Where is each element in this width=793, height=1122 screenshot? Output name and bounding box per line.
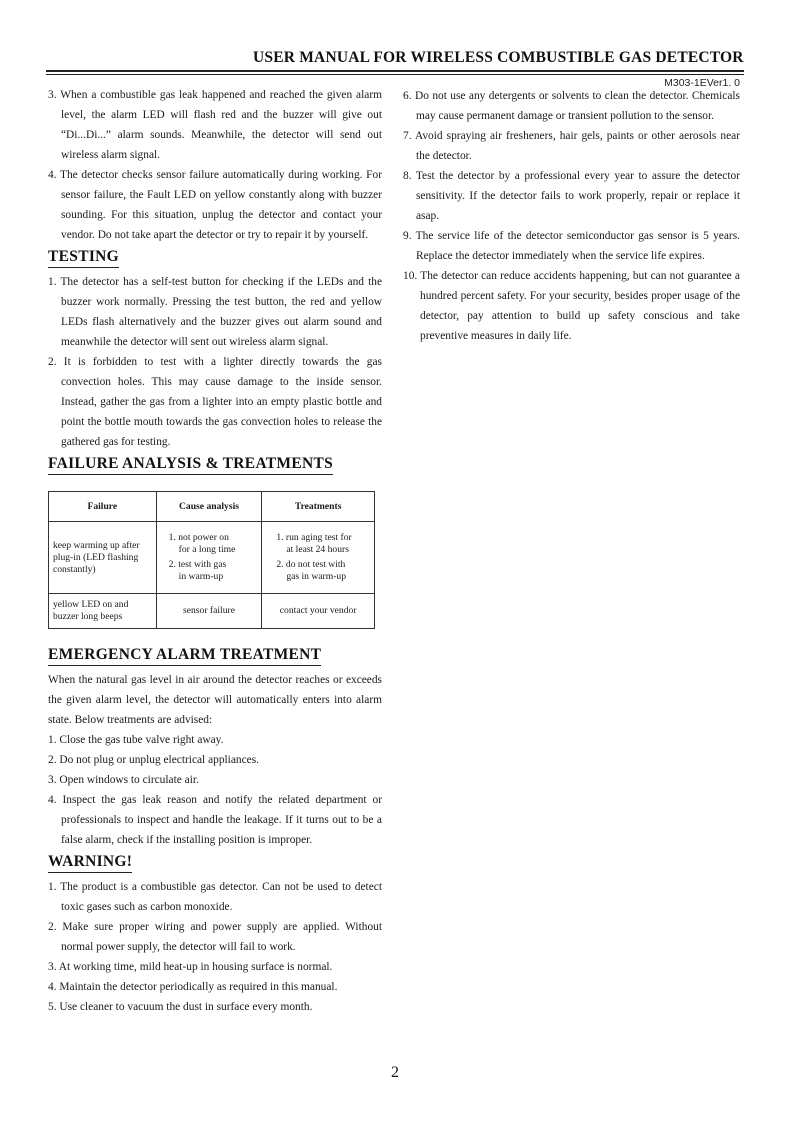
- list-item: 5. Use cleaner to vacuum the dust in surface every month.: [48, 1001, 313, 1013]
- table-cell-failure: keep warming up after plug-in (LED flashing constantly): [49, 522, 157, 594]
- list-item: 4. Maintain the detector periodically as required in this manual.: [48, 981, 338, 993]
- cause-line: 2. test with gas: [168, 559, 227, 570]
- table-cell-cause: sensor failure: [156, 594, 262, 629]
- table-cell-treatment: [262, 522, 375, 594]
- section-heading-emergency: EMERGENCY ALARM TREATMENT: [48, 646, 321, 666]
- page-header-title: USER MANUAL FOR WIRELESS COMBUSTIBLE GAS DETECTOR: [253, 49, 744, 66]
- header-rule: [46, 70, 744, 72]
- list-item: 1. The product is a combustible gas detector. Can not be used to detect toxic gases such as carbon monoxide.: [48, 881, 382, 913]
- list-item: 10. The detector can reduce accidents happening, but can not guarantee a hundred percent safety. For your security, besides proper usage of the detector, pay attention to build up safety conscious and take preventive measures in daily life.: [403, 270, 740, 342]
- treatment-line: 1. run aging test for: [276, 532, 352, 543]
- treatment-line: 2. do not test with: [276, 559, 346, 570]
- list-item: 2. Make sure proper wiring and power supply are applied. Without normal power supply, the detector will fail to work.: [48, 921, 382, 953]
- table-header-row: [49, 492, 375, 522]
- table-cell-failure: yellow LED on and buzzer long beeps: [49, 594, 157, 629]
- section-heading-warning: WARNING!: [48, 853, 132, 873]
- header-rule-thin: [46, 74, 744, 75]
- section-heading-failure-analysis: FAILURE ANALYSIS & TREATMENTS: [48, 455, 333, 475]
- list-item: 7. Avoid spraying air fresheners, hair gels, paints or other aerosols near the detector.: [403, 130, 740, 162]
- list-item: 4. The detector checks sensor failure automatically during working. For sensor failure, the Fault LED on yellow constantly along with buzzer sounding. For this situation, unplug the detector and contact your vendor. Do not take apart the detector or try to repair it by yourself.: [48, 169, 382, 241]
- list-item: 3. When a combustible gas leak happened and reached the given alarm level, the alarm LED will flash red and the buzzer will give out “Di...Di...” alarm sounds. Meanwhile, the detector will send out wireless alarm signal.: [48, 89, 382, 161]
- cause-line: in warm-up: [178, 571, 224, 582]
- list-item: 9. The service life of the detector semiconductor gas sensor is 5 years. Replace the detector immediately when the service life expires.: [403, 230, 740, 262]
- table-row: [49, 522, 375, 594]
- list-item: 1. The detector has a self-test button for checking if the LEDs and the buzzer work normally. Pressing the test button, the red and yellow LEDs flash alternatively and the buzzer gives out alarm sound and meanwhile the detector will sent out wireless alarm signal.: [48, 276, 382, 348]
- document-version-code: M303-1EVer1. 0: [664, 77, 740, 89]
- table-header-treatments: Treatments: [262, 492, 375, 522]
- list-item: 6. Do not use any detergents or solvents to clean the detector. Chemicals may cause permanent damage or transient pollution to the sensor.: [403, 90, 740, 122]
- list-item: 2. It is forbidden to test with a lighter directly towards the gas convection holes. This may cause damage to the inside sensor. Instead, gather the gas from a lighter into an empty plastic bottle and point the bottle mouth towards the gas convection holes to release the gathered gas for testing.: [48, 356, 382, 448]
- treatment-line: gas in warm-up: [286, 571, 347, 582]
- cause-line: 1. not power on: [168, 532, 229, 543]
- failure-analysis-table: [48, 491, 375, 629]
- list-item: 2. Do not plug or unplug electrical appliances.: [48, 754, 259, 766]
- table-cell-treatment: contact your vendor: [262, 594, 375, 629]
- section-heading-testing: TESTING: [48, 248, 119, 268]
- list-item: 8. Test the detector by a professional every year to assure the detector sensitivity. If the detector fails to work properly, repair or replace it asap.: [403, 170, 740, 222]
- list-item: 1. Close the gas tube valve right away.: [48, 734, 224, 746]
- table-header-cause: Cause analysis: [156, 492, 262, 522]
- list-item: 3. At working time, mild heat-up in housing surface is normal.: [48, 961, 333, 973]
- table-row: [49, 594, 375, 629]
- list-item: 4. Inspect the gas leak reason and notify the related department or professionals to inspect and handle the leakage. If it turns out to be a false alarm, check if the installing position is improper.: [48, 794, 382, 846]
- page-number: 2: [391, 1064, 399, 1081]
- left-column: [48, 85, 382, 1017]
- table-header-failure: Failure: [49, 492, 157, 522]
- treatment-line: at least 24 hours: [286, 544, 349, 555]
- right-column: [403, 86, 740, 346]
- cause-line: for a long time: [178, 544, 236, 555]
- list-item: 3. Open windows to circulate air.: [48, 774, 199, 786]
- table-cell-cause: [156, 522, 262, 594]
- emergency-intro: When the natural gas level in air around the detector reaches or exceeds the given alarm level, the detector will automatically enters into alarm state. Below treatments are advised:: [48, 674, 382, 726]
